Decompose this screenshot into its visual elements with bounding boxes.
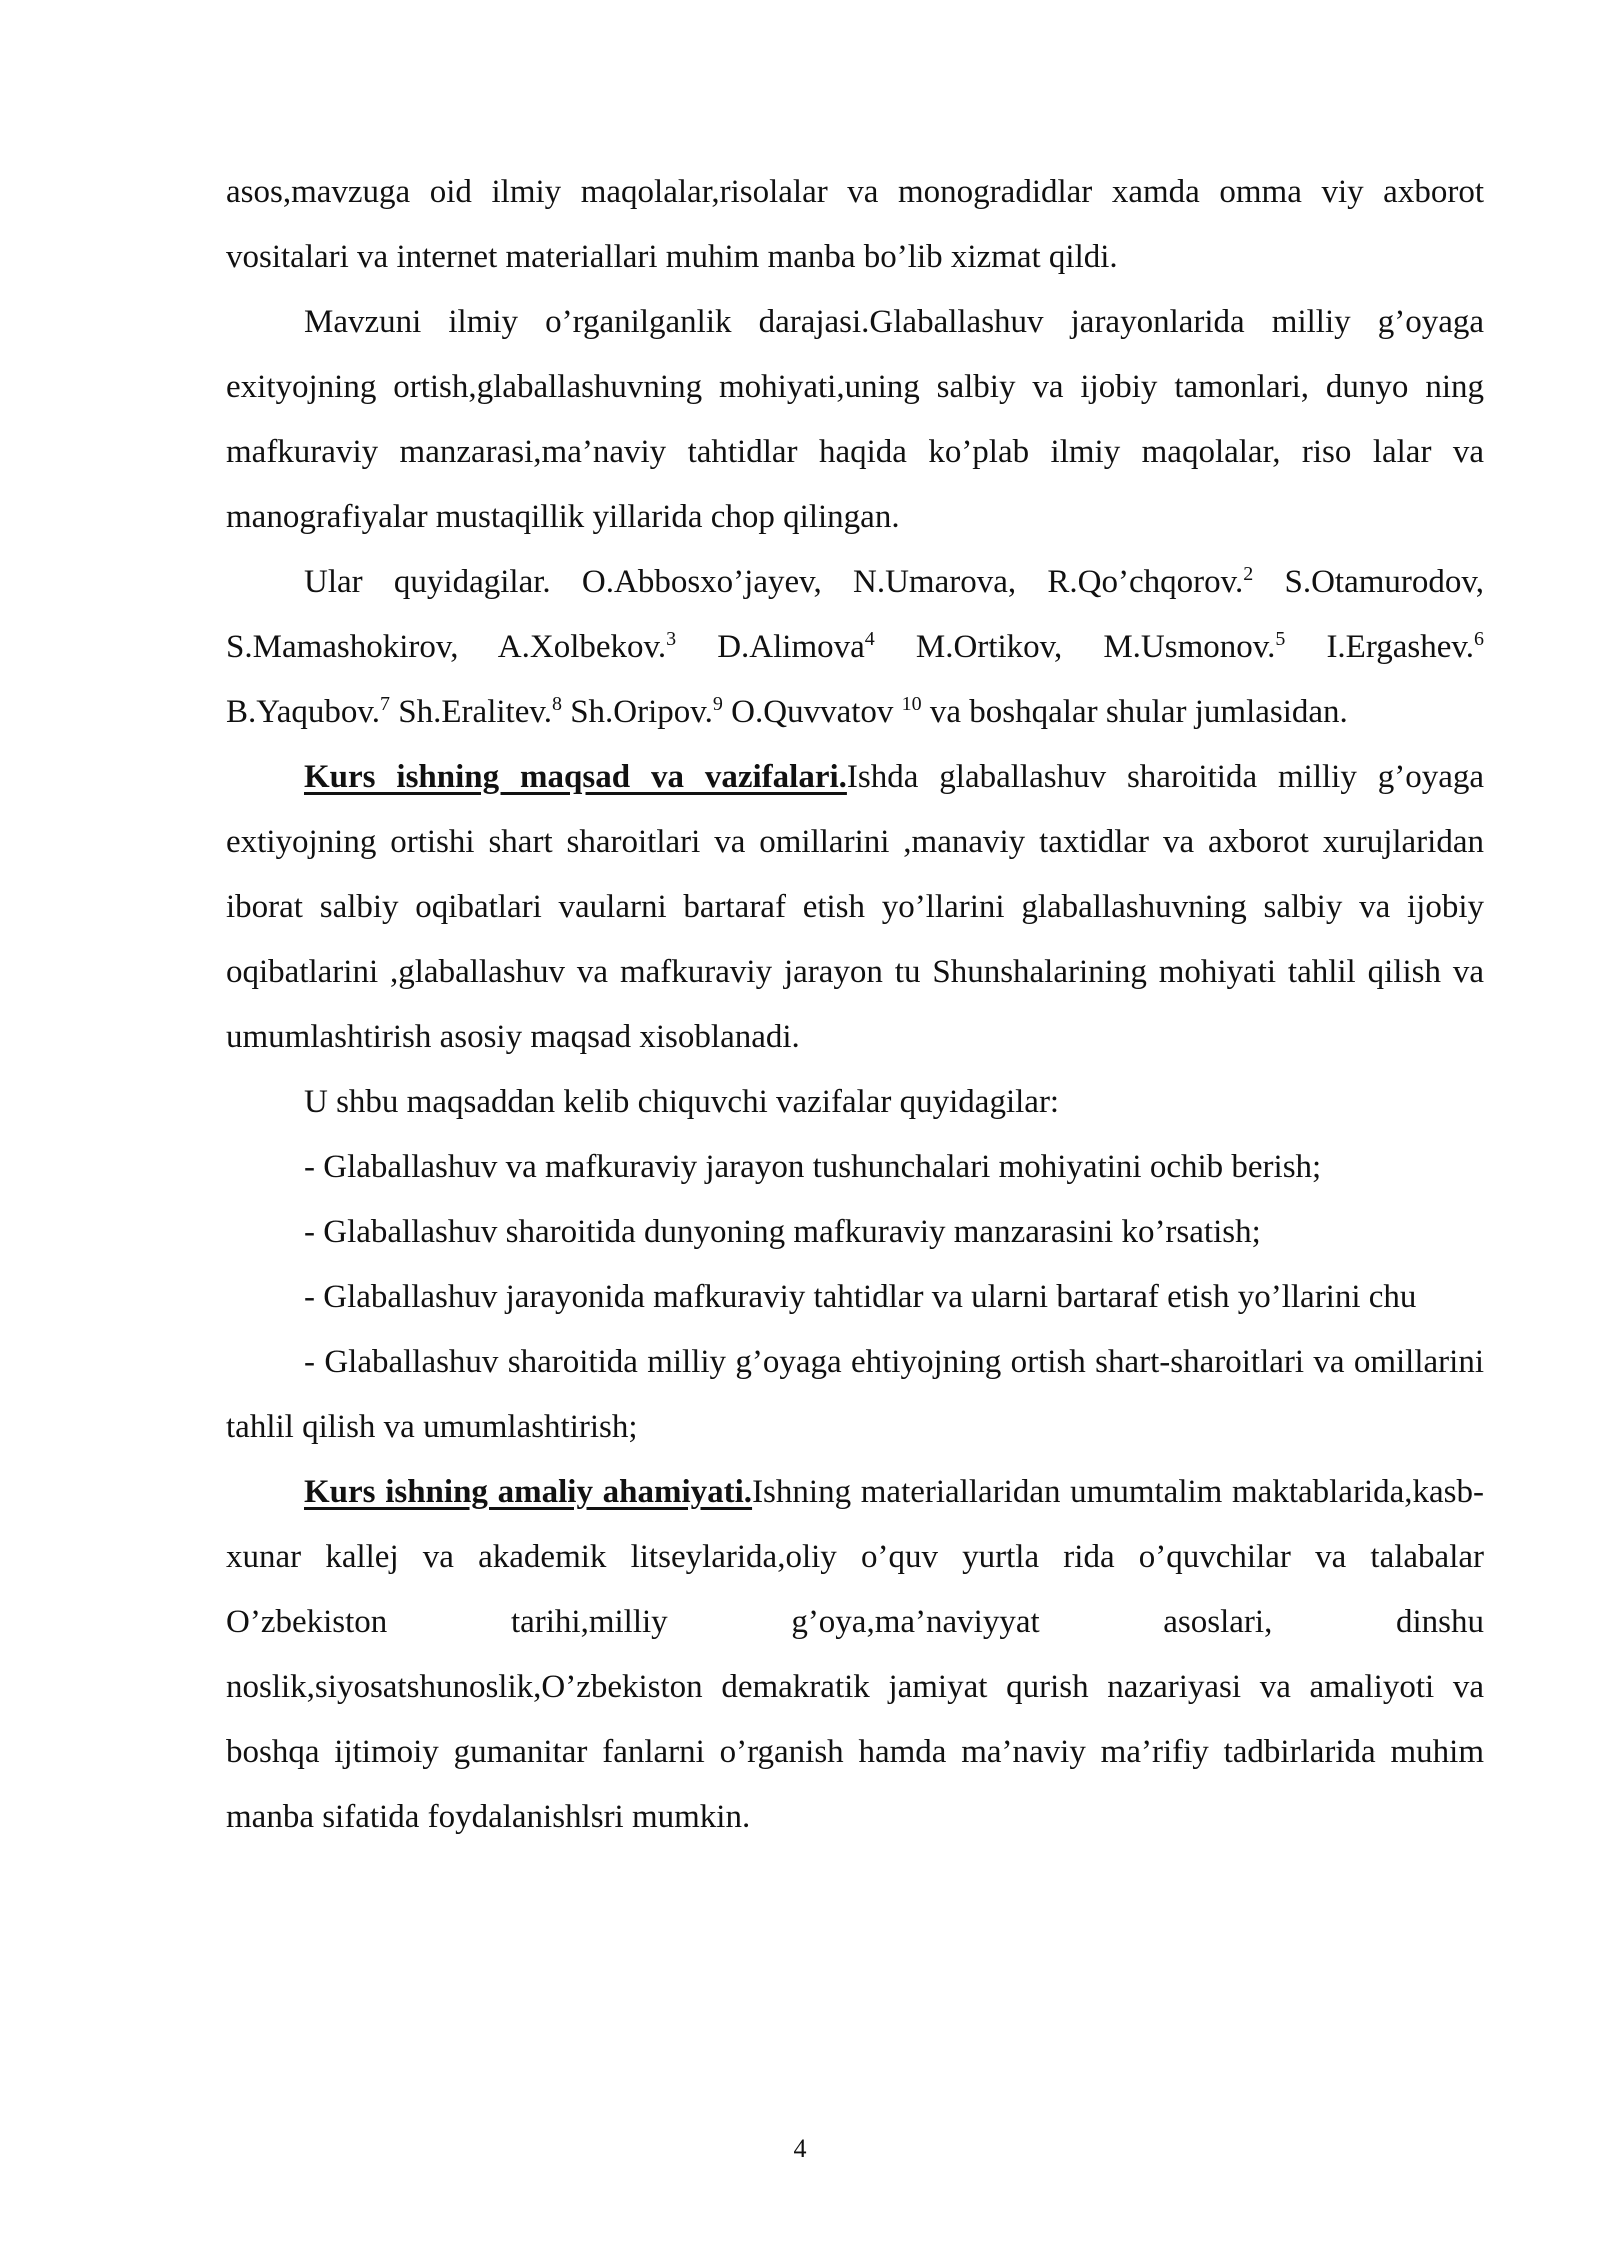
footnote-ref-5: 5 — [1275, 628, 1286, 650]
footnote-ref-9: 9 — [712, 693, 723, 715]
footnote-ref-2: 2 — [1243, 563, 1254, 585]
paragraph-tasks-intro: U shbu maqsaddan kelib chiquvchi vazifalar quyidagilar: — [304, 1084, 1060, 1120]
document-page — [226, 160, 1484, 1850]
footnote-ref-6: 6 — [1473, 628, 1484, 650]
authors-seg4: I.Ergashev. — [1285, 629, 1474, 665]
authors-seg8: O.Quvvatov — [722, 694, 902, 730]
authors-intro: Ular quyidagilar. O.Abbosxo’jayev, N.Umarova, R.Qo’chqorov. — [304, 564, 1244, 600]
authors-seg1: S.Otamurodov, S.Mamashokirov, A.Xolbekov. — [226, 564, 1485, 665]
list-item: - Glaballashuv sharoitida milliy g’oyaga ehtiyojning ortish shart-sharoitlari va omillarini tahlil qilish va umumlashtirish; — [226, 1344, 1484, 1445]
footnote-ref-4: 4 — [864, 628, 875, 650]
paragraph-sources: asos,mavzuga oid ilmiy maqolalar,risolalar va monogradidlar xamda omma viy axborot vositalari va internet materiallari muhim manba bo’lib xizmat qildi. — [226, 174, 1484, 275]
authors-seg5: B.Yaqubov. — [226, 694, 381, 730]
section-heading-goals: Kurs ishning maqsad va vazifalari. — [304, 759, 847, 795]
footnote-ref-10: 10 — [901, 693, 922, 715]
list-item: - Glaballashuv sharoitida dunyoning mafkuraviy manzarasini ko’rsatish; — [304, 1214, 1261, 1250]
paragraph-practical-value — [226, 1460, 1484, 1850]
authors-seg3: M.Ortikov, M.Usmonov. — [874, 629, 1276, 665]
paragraph-authors — [226, 550, 1484, 745]
paragraph-goals — [226, 745, 1484, 1070]
footnote-ref-7: 7 — [380, 693, 391, 715]
authors-seg6: Sh.Eralitev. — [390, 694, 552, 730]
authors-seg7: Sh.Oripov. — [561, 694, 713, 730]
practical-text: Ishning materiallaridan umumtalim maktablarida,kasb-xunar kallej va akademik litseylarida,oliy o’quv yurtla rida o’quvchilar va talabalar O’zbekiston tarihi,milliy g’oya,ma’naviyyat asoslari, dinshu noslik,siyosatshunoslik,O’zbekiston demakratik jamiyat qurish nazariyasi va amaliyoti va boshqa ijtimoiy gumanitar fanlarni o’rganish hamda ma’naviy ma’rifiy tadbirlarida muhim manba sifatida foydalanishlsri mumkin. — [226, 1474, 1484, 1835]
goals-text: Ishda glaballashuv sharoitida milliy g’oyaga extiyojning ortishi shart sharoitlari va omillarini ,manaviy taxtidlar va axborot xurujlaridan iborat salbiy oqibatlari vaularni bartaraf etish yo’llarini glaballashuvning salbiy va ijobiy oqibatlarini ,glaballashuv va mafkuraviy jarayon tu Shunshalarining mohiyati tahlil qilish va umumlashtirish asosiy maqsad xisoblanadi. — [226, 759, 1484, 1055]
list-item: - Glaballashuv va mafkuraviy jarayon tushunchalari mohiyatini ochib berish; — [304, 1149, 1322, 1185]
authors-tail: va boshqalar shular jumlasidan. — [921, 694, 1348, 730]
list-item: - Glaballashuv jarayonida mafkuraviy tahtidlar va ularni bartaraf etish yo’llarini chu — [304, 1279, 1417, 1315]
footnote-ref-8: 8 — [551, 693, 562, 715]
section-heading-practical: Kurs ishning amaliy ahamiyati. — [304, 1474, 753, 1510]
authors-seg2: D.Alimova — [676, 629, 865, 665]
paragraph-study-level: Mavzuni ilmiy o’rganilganlik darajasi.Glaballashuv jarayonlarida milliy g’oyaga exityojning ortish,glaballashuvning mohiyati,uning salbiy va ijobiy tamonlari, dunyo ning mafkuraviy manzarasi,ma’naviy tahtidlar haqida ko’plab ilmiy maqolalar, riso lalar va manografiyalar mustaqillik yillarida chop qilingan. — [226, 304, 1484, 535]
footnote-ref-3: 3 — [666, 628, 677, 650]
page-number: 4 — [793, 2134, 807, 2163]
